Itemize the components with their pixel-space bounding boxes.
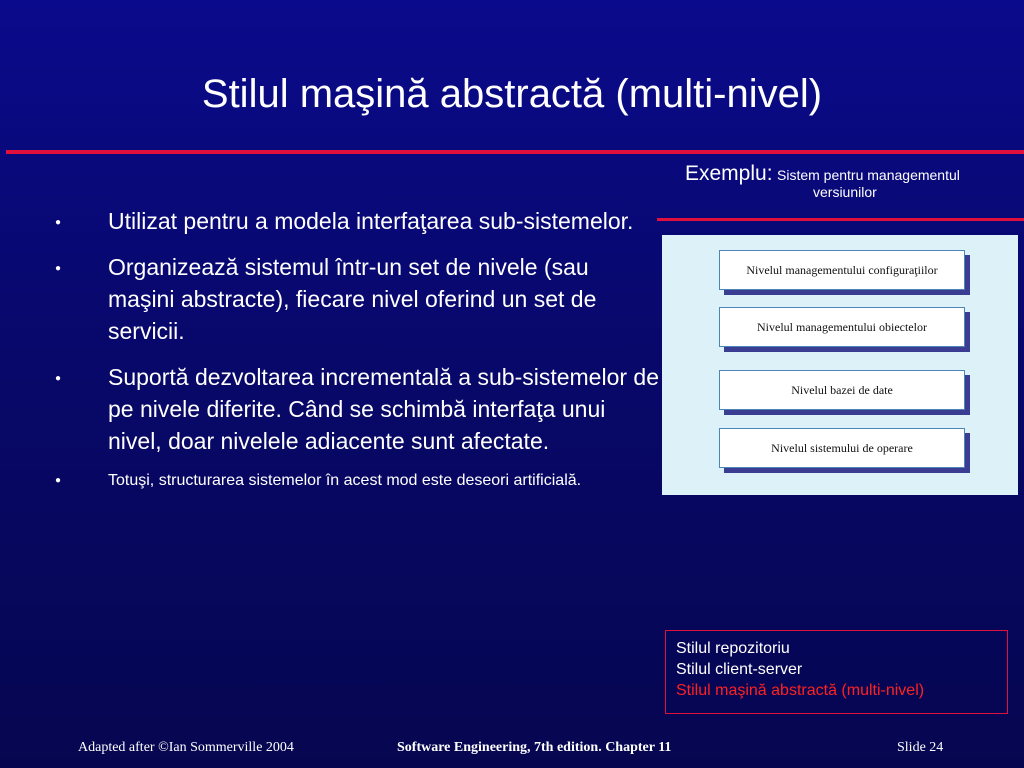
footer-slide-number: Slide 24 [897, 740, 944, 755]
bullet-dot-icon: ● [55, 217, 62, 228]
bullet-item [50, 471, 660, 491]
bullet-text: Suportă dezvoltarea incrementală a sub-sistemelor de pe nivele diferite. Când se schimbă interfaţa unui nivel, doar nivelele adiacente sunt afectate. [108, 364, 660, 454]
bullet-text: Totuşi, structurarea sistemelor în acest mod este deseori artificială. [108, 472, 582, 489]
bullet-dot-icon: ● [55, 373, 62, 384]
slide-title: Stilul maşină abstractă (multi-nivel) [201, 72, 823, 116]
footer-attribution: Adapted after ©Ian Sommerville 2004 [78, 740, 294, 755]
example-subject-line1: Sistem pentru managementul [777, 167, 960, 183]
layer-box-configuration: Nivelul managementului configuraţiilor [719, 250, 965, 290]
nav-item-repository: Stilul repozitoriu [676, 640, 790, 657]
footer-book-title: Software Engineering, 7th edition. Chapter 11 [397, 740, 672, 755]
example-heading [685, 163, 1020, 200]
bullet-text: Utilizat pentru a modela interfaţarea sub-sistemelor. [108, 208, 634, 234]
bullet-item [50, 205, 660, 237]
nav-item-abstract-machine: Stilul maşină abstractă (multi-nivel) [676, 682, 925, 699]
bullet-list [50, 205, 660, 491]
bullet-dot-icon: ● [55, 475, 62, 486]
example-divider [657, 218, 1024, 221]
bullet-item [50, 361, 660, 457]
bullet-item [50, 251, 660, 347]
bullet-text: Organizează sistemul într-un set de nivele (sau maşini abstracte), fiecare nivel oferind un set de servicii. [108, 254, 597, 344]
example-subject-line2: versiunilor [813, 184, 877, 201]
example-lead: Exemplu: [685, 162, 773, 185]
style-navigation-box [665, 630, 1008, 714]
layer-box-os: Nivelul sistemului de operare [719, 428, 965, 468]
title-divider [6, 150, 1024, 154]
layer-box-database: Nivelul bazei de date [719, 370, 965, 410]
layer-diagram [662, 235, 1018, 495]
nav-item-client-server: Stilul client-server [676, 661, 803, 678]
layer-box-objects: Nivelul managementului obiectelor [719, 307, 965, 347]
bullet-dot-icon: ● [55, 263, 62, 274]
